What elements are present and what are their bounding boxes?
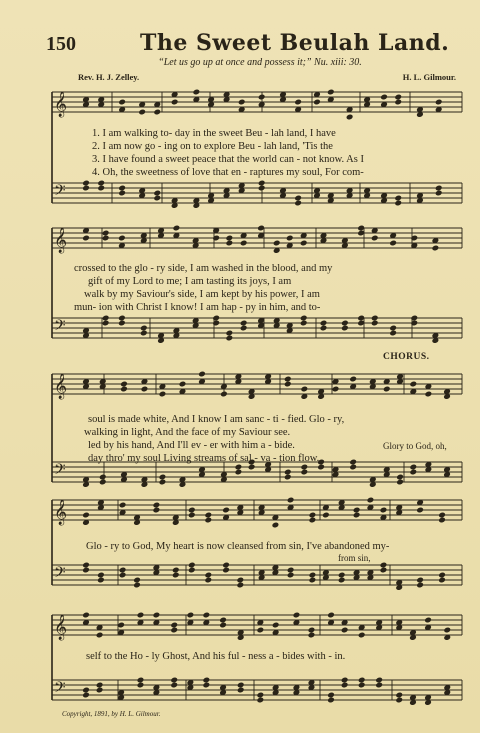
verse-2-line-3: walking in light, And the face of my Saviour see. [84, 427, 291, 438]
notehead [327, 692, 335, 699]
notehead [226, 330, 234, 337]
verse-1-line-2: crossed to the glo - ry side, I am washed in the blood, and my [74, 263, 333, 274]
notehead [170, 677, 178, 684]
notehead [171, 99, 179, 106]
notehead [119, 502, 127, 509]
notehead [394, 195, 402, 202]
notehead [287, 572, 295, 579]
notehead [358, 632, 366, 639]
notehead [389, 240, 397, 247]
notehead [349, 376, 357, 383]
notehead [286, 235, 294, 242]
notehead [380, 562, 388, 569]
chorus-line-1: Glo - ry to God, My heart is now cleansed from sin, I've abandoned my- [86, 541, 390, 552]
notehead [240, 320, 248, 327]
clef-symbol: 𝄞 [54, 615, 68, 640]
notehead [119, 567, 127, 574]
notehead [380, 507, 388, 514]
notehead [97, 180, 105, 187]
notehead [380, 94, 388, 101]
notehead [219, 622, 227, 629]
notehead [97, 577, 105, 584]
notehead [284, 474, 292, 481]
notehead [416, 507, 424, 514]
notehead [119, 572, 127, 579]
notehead [172, 567, 180, 574]
notehead [358, 677, 366, 684]
verse-2-line-1: 2. I am now go - ing on to explore Beu - lah land, 'Tis the [92, 141, 333, 152]
notehead [438, 577, 446, 584]
notehead [198, 371, 206, 378]
notehead [226, 235, 234, 242]
notehead [82, 612, 90, 619]
notehead [425, 391, 433, 398]
notehead [341, 682, 349, 689]
notehead [99, 474, 107, 481]
clef-symbol: 𝄢 [54, 182, 66, 203]
notehead [222, 507, 230, 514]
notehead [102, 235, 110, 242]
clef-symbol: 𝄢 [54, 679, 66, 700]
notehead [294, 195, 302, 202]
notehead [438, 517, 446, 524]
notehead [237, 682, 245, 689]
notehead [313, 99, 321, 106]
notehead [188, 562, 196, 569]
notehead [204, 512, 212, 519]
notehead [287, 497, 295, 504]
notehead [82, 567, 90, 574]
notehead [193, 89, 201, 96]
notehead [416, 577, 424, 584]
notehead [120, 386, 128, 393]
notehead [238, 99, 246, 106]
notehead [300, 240, 308, 247]
notehead [118, 320, 126, 327]
notehead [220, 391, 228, 398]
notehead [375, 682, 383, 689]
notehead [118, 185, 126, 192]
verse-2-line-2: gift of my Lord to me; I am tasting its joys, I am [88, 276, 292, 287]
notehead [153, 502, 161, 509]
notehead [443, 627, 451, 634]
notehead [82, 692, 90, 699]
notehead [153, 507, 161, 514]
notehead [284, 381, 292, 388]
notehead [248, 464, 256, 471]
clef-symbol: 𝄞 [54, 92, 68, 117]
clef-symbol: 𝄞 [54, 228, 68, 253]
notehead [308, 632, 316, 639]
notehead [346, 114, 354, 121]
notehead [159, 474, 167, 481]
notehead [188, 507, 196, 514]
notehead [140, 330, 148, 337]
notehead [222, 562, 230, 569]
notehead [236, 577, 244, 584]
notehead [173, 225, 181, 232]
notehead [120, 381, 128, 388]
notehead [353, 512, 361, 519]
notehead [204, 572, 212, 579]
verse-4-line-1: 4. Oh, the sweetness of love that en - raptures my soul, For com- [92, 167, 364, 178]
notehead [338, 577, 346, 584]
notehead [424, 617, 432, 624]
notehead [172, 572, 180, 579]
notehead [371, 235, 379, 242]
notehead [258, 94, 266, 101]
notehead [140, 325, 148, 332]
notehead [272, 622, 280, 629]
notehead [82, 562, 90, 569]
notehead [396, 474, 404, 481]
notehead [203, 612, 211, 619]
hymn-title: The Sweet Beulah Land. [140, 30, 450, 56]
notehead [371, 320, 379, 327]
notehead [309, 512, 317, 519]
notehead [435, 99, 443, 106]
notehead [102, 230, 110, 237]
notehead [258, 180, 266, 187]
notehead [212, 315, 220, 322]
notehead [96, 682, 104, 689]
chorus-echo-lyric-2: from sin, [338, 553, 371, 563]
notehead [118, 235, 126, 242]
verse-3-line-1: 3. I have found a sweet peace that the world can - not know. As I [92, 154, 364, 165]
notehead [102, 320, 110, 327]
notehead [188, 567, 196, 574]
notehead [99, 479, 107, 486]
verse-3-line-2: walk by my Saviour's side, I am kept by his power, I am [84, 289, 320, 300]
notehead [236, 582, 244, 589]
notehead [118, 99, 126, 106]
notehead [349, 464, 357, 471]
notehead [341, 325, 349, 332]
notehead [96, 632, 104, 639]
notehead [371, 315, 379, 322]
notehead [284, 376, 292, 383]
notehead [82, 512, 90, 519]
notehead [409, 464, 417, 471]
notehead [82, 185, 90, 192]
composer-credit: H. L. Gilmour. [402, 72, 456, 82]
notehead [327, 89, 335, 96]
verse-3-line-3: led by his hand, And I'll ev - er with him a - bide. [88, 440, 295, 451]
notehead [322, 512, 330, 519]
notehead [294, 99, 302, 106]
notehead [153, 612, 161, 619]
chorus-label: CHORUS. [383, 352, 430, 362]
notehead [137, 677, 145, 684]
chorus-echo-lyric: Glory to God, oh, [383, 441, 447, 451]
notehead [287, 567, 295, 574]
notehead [416, 582, 424, 589]
notehead [395, 692, 403, 699]
verse-1-line-3: soul is made white, And I know I am sanc - ti - fied. Glo - ry, [88, 414, 345, 425]
notehead [82, 687, 90, 694]
notehead [235, 469, 243, 476]
notehead [349, 459, 357, 466]
notehead [317, 464, 325, 471]
notehead [257, 697, 265, 704]
scripture-epigraph: “Let us go up at once and possess it;” Nu. xiii: 30. [158, 57, 362, 68]
copyright-notice: Copyright, 1891, by H. L. Gilmour. [62, 710, 161, 718]
notehead [212, 320, 220, 327]
notehead [383, 386, 391, 393]
notehead [159, 479, 167, 486]
notehead [237, 687, 245, 694]
notehead [309, 517, 317, 524]
notehead [187, 612, 195, 619]
notehead [226, 335, 234, 342]
notehead [137, 612, 145, 619]
clef-symbol: 𝄢 [54, 317, 66, 338]
notehead [153, 109, 161, 116]
notehead [409, 381, 417, 388]
notehead [257, 692, 265, 699]
chorus-line-2: self to the Ho - ly Ghost, And his ful - ness a - bides with - in. [86, 651, 346, 662]
notehead [394, 99, 402, 106]
notehead [309, 572, 317, 579]
notehead [395, 697, 403, 704]
notehead [203, 682, 211, 689]
notehead [367, 497, 375, 504]
notehead [97, 185, 105, 192]
notehead [341, 320, 349, 327]
notehead [170, 682, 178, 689]
notehead [394, 94, 402, 101]
notehead [97, 572, 105, 579]
verse-4-line-3: day thro' my soul Living streams of sal - va - tion flow. [88, 453, 320, 464]
notehead [226, 240, 234, 247]
notehead [409, 469, 417, 476]
verse-4-line-2: mun- ion with Christ I know! I am hap - py in him, and to- [74, 302, 321, 313]
notehead [309, 577, 317, 584]
notehead [153, 195, 161, 202]
notehead [320, 320, 328, 327]
page-number: 150 [46, 33, 76, 55]
notehead [435, 190, 443, 197]
notehead [222, 567, 230, 574]
notehead [389, 330, 397, 337]
notehead [204, 577, 212, 584]
notehead [203, 677, 211, 684]
notehead [338, 572, 346, 579]
notehead [272, 522, 280, 529]
notehead [159, 391, 167, 398]
notehead [141, 386, 149, 393]
notehead [353, 507, 361, 514]
notehead [170, 627, 178, 634]
notehead [96, 687, 104, 694]
notehead [235, 464, 243, 471]
notehead [394, 200, 402, 207]
notehead [170, 622, 178, 629]
notehead [179, 381, 187, 388]
notehead [138, 109, 146, 116]
notehead [327, 697, 335, 704]
notehead [240, 240, 248, 247]
notehead [341, 677, 349, 684]
notehead [212, 235, 220, 242]
notehead [102, 315, 110, 322]
notehead [396, 479, 404, 486]
notehead [308, 627, 316, 634]
clef-symbol: 𝄞 [54, 500, 68, 525]
notehead [82, 180, 90, 187]
notehead [375, 677, 383, 684]
verse-1-line-1: 1. I am walking to- day in the sweet Beu - lah land, I have [92, 128, 336, 139]
notehead [327, 612, 335, 619]
notehead [133, 577, 141, 584]
clef-symbol: 𝄢 [54, 564, 66, 585]
notehead [380, 567, 388, 574]
notehead [273, 240, 281, 247]
notehead [438, 512, 446, 519]
notehead [300, 464, 308, 471]
notehead [438, 572, 446, 579]
notehead [188, 512, 196, 519]
notehead [341, 627, 349, 634]
notehead [293, 612, 301, 619]
notehead [332, 386, 340, 393]
notehead [300, 315, 308, 322]
notehead [300, 386, 308, 393]
notehead [137, 682, 145, 689]
notehead [320, 325, 328, 332]
notehead [300, 469, 308, 476]
notehead [300, 320, 308, 327]
notehead [82, 235, 90, 242]
notehead [432, 245, 440, 252]
notehead [358, 682, 366, 689]
notehead [257, 627, 265, 634]
clef-symbol: 𝄞 [54, 374, 68, 399]
notehead [204, 517, 212, 524]
notehead [118, 315, 126, 322]
notehead [133, 582, 141, 589]
notehead [294, 200, 302, 207]
notehead [389, 325, 397, 332]
notehead [219, 617, 227, 624]
notehead [118, 190, 126, 197]
lyricist-credit: Rev. H. J. Zelley. [78, 72, 140, 82]
clef-symbol: 𝄢 [54, 461, 66, 482]
notehead [284, 469, 292, 476]
notehead [435, 185, 443, 192]
notehead [240, 325, 248, 332]
notehead [258, 185, 266, 192]
notehead [153, 190, 161, 197]
